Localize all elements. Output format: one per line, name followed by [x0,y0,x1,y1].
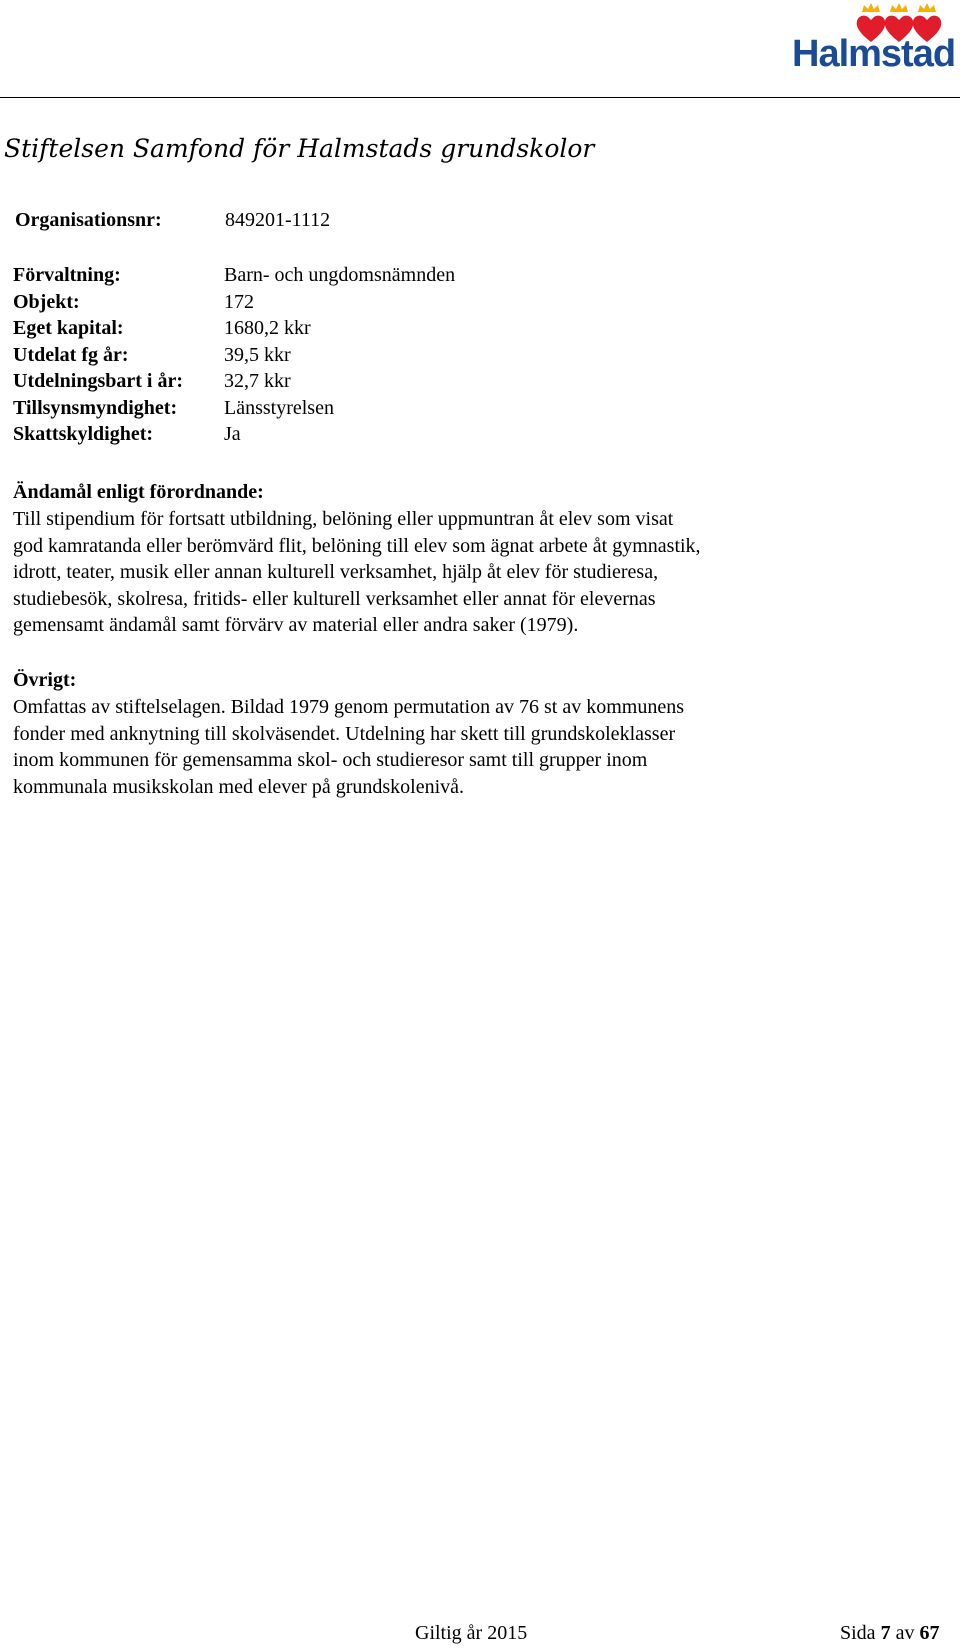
fact-row-eget-kapital [13,315,455,342]
halmstad-logo [792,0,960,80]
footer-validity: Giltig år 2015 [415,1622,528,1644]
paragraph-line: gemensamt ändamål samt förvärv av material eller andra saker (1979). [13,614,579,636]
fact-value: 1680,2 kkr [224,317,311,339]
paragraph-line: Till stipendium för fortsatt utbildning, belöning eller uppmuntran åt elev som visat [13,508,674,530]
fact-label: Tillsynsmyndighet: [13,396,178,419]
purpose-heading: Ändamål enligt förordnande: [13,481,264,503]
fact-label: Förvaltning: [13,264,121,286]
logo-wordmark: Halmstad [792,33,956,75]
page-prefix: Sida [840,1622,876,1644]
purpose-body [13,506,948,639]
fact-row-skattskyldighet [13,421,455,448]
fact-value: Barn- och ungdomsnämnden [224,264,456,286]
fact-label: Skattskyldighet: [13,423,154,445]
fact-value: 172 [224,290,254,313]
fact-row-tillsynsmyndighet [13,395,455,422]
fact-label: Eget kapital: [13,317,124,339]
crown-icons [862,3,936,12]
other-body [13,694,948,800]
paragraph-line: kommunala musikskolan med elever på grundskolenivå. [13,775,465,798]
paragraph-line: inom kommunen för gemensamma skol- och studieresor samt till grupper inom [13,749,648,771]
fact-row-utdelat-fg-ar [13,342,455,369]
other-heading: Övrigt: [13,669,77,691]
org-number-row [15,206,330,234]
org-number-label: Organisationsnr: [15,209,162,231]
fact-row-objekt [13,289,455,316]
page-current: 7 [880,1622,891,1644]
paragraph-line: god kamratanda eller berömvärd flit, belöning till elev som ägnat arbete åt gymnastik, [13,534,701,557]
fact-value: 32,7 kkr [224,370,291,392]
org-number-value: 849201-1112 [225,209,331,231]
fact-row-utdelningsbart [13,368,455,395]
fact-table [13,262,455,448]
page-total: 67 [919,1622,940,1644]
document-title: Stiftelsen Samfond för Halmstads grundskolor [4,134,595,163]
paragraph-line: studiebesök, skolresa, fritids- eller kulturell verksamhet eller annat för elevernas [13,587,656,610]
purpose-section [13,478,948,639]
fact-value: Ja [224,423,241,445]
paragraph-line: Omfattas av stiftelselagen. Bildad 1979 genom permutation av 76 st av kommunens [13,696,684,718]
fact-row-forvaltning [13,262,455,289]
paragraph-line: idrott, teater, musik eller annan kulturell verksamhet, hjälp åt elev för studieresa, [13,561,659,583]
fact-value: 39,5 kkr [224,343,291,366]
fact-label: Utdelat fg år: [13,343,129,366]
header-divider [0,97,960,98]
other-section [13,666,948,800]
footer-page-number [840,1620,939,1646]
fact-label: Utdelningsbart i år: [13,370,183,392]
page-separator: av [895,1622,915,1644]
fact-value: Länsstyrelsen [224,396,334,419]
paragraph-line: fonder med anknytning till skolväsendet. Utdelning har skett till grundskoleklasser [13,722,676,745]
fact-label: Objekt: [13,290,80,313]
